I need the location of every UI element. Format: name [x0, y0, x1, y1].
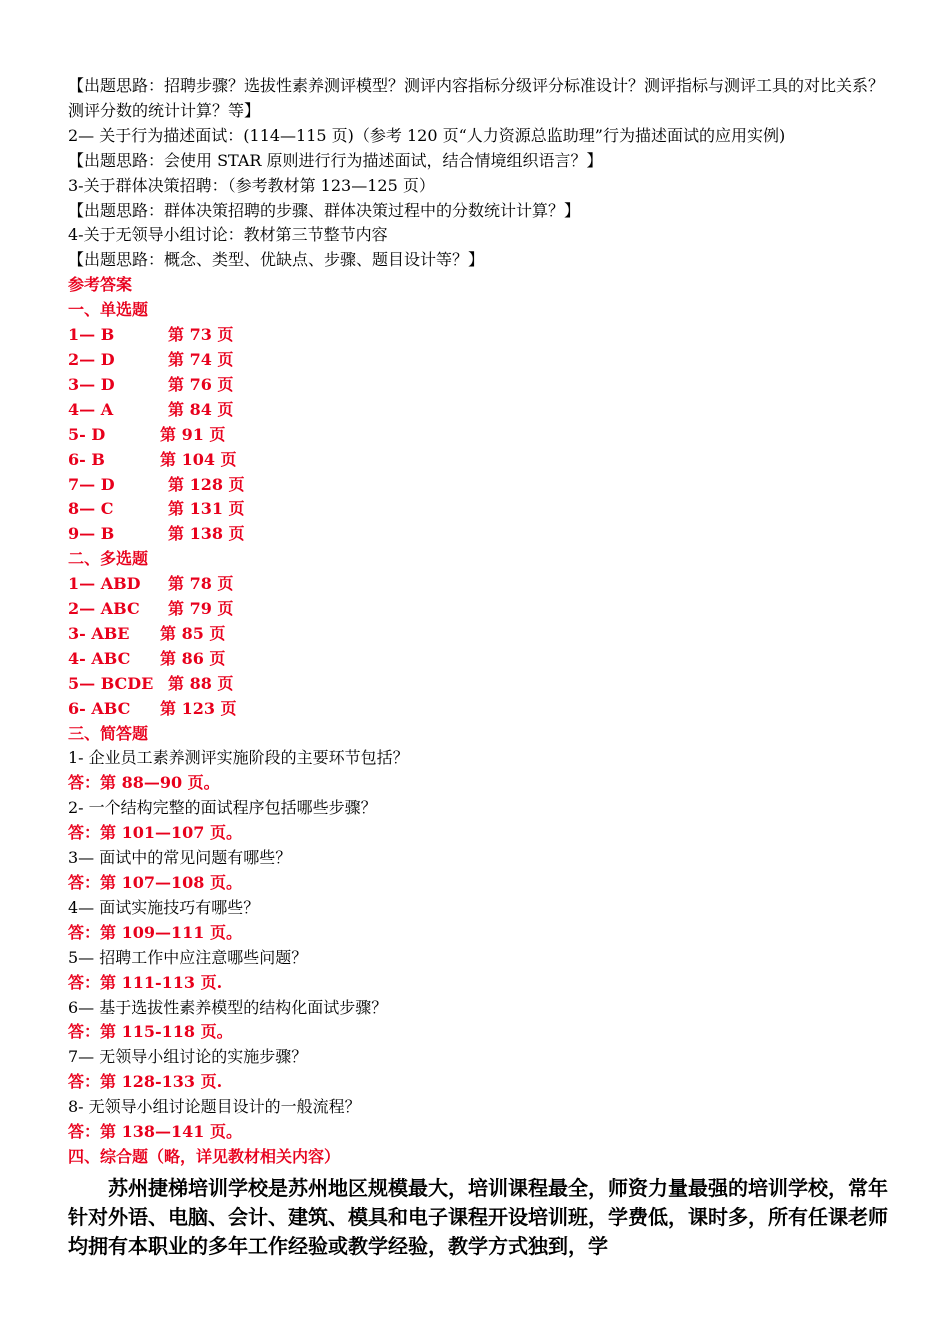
multi-answer: [68, 697, 888, 722]
short-question: 8- 无领导小组讨论题目设计的一般流程？: [68, 1097, 361, 1117]
short-answer: 答：第 115-118 页。: [68, 1022, 233, 1042]
intro-line: 【出题思路：概念、类型、优缺点、步骤、题目设计等？】: [68, 250, 485, 270]
answer-number: 3- ABE: [68, 623, 130, 643]
intro-line: 2— 关于行为描述面试：(114—115 页)（参考 120 页“人力资源总监助理”行为描述面试的应用实例): [68, 125, 786, 145]
answer-number: 5— BCDE: [68, 673, 154, 693]
answer-number: 4- ABC: [68, 648, 131, 668]
answer-number: 3— D: [68, 374, 115, 394]
answer-page: 第 88 页: [168, 673, 234, 693]
single-answer: [68, 448, 888, 473]
answer-number: 5- D: [68, 424, 106, 444]
single-answer: [68, 522, 888, 547]
intro-line: 【出题思路：群体决策招聘的步骤、群体决策过程中的分数统计计算？】: [68, 200, 581, 220]
single-answer: [68, 473, 888, 498]
answer-page: 第 128 页: [168, 474, 245, 494]
single-answer: [68, 398, 888, 423]
short-question: 2- 一个结构完整的面试程序包括哪些步骤？: [68, 798, 377, 818]
answer-page: 第 104 页: [160, 449, 237, 469]
short-question: 5— 招聘工作中应注意哪些问题？: [68, 947, 308, 967]
answer-page: 第 138 页: [168, 524, 245, 544]
single-answer: [68, 323, 888, 348]
document-page: [68, 74, 888, 1261]
multi-answer: [68, 597, 888, 622]
short-answer: 答：第 111-113 页.: [68, 972, 223, 992]
short-answer: 答：第 101—107 页。: [68, 823, 242, 843]
multi-answer: [68, 647, 888, 672]
intro-line: 4-关于无领导小组讨论：教材第三节整节内容: [68, 225, 388, 245]
answer-page: 第 79 页: [168, 599, 234, 619]
short-answer: 答：第 109—111 页。: [68, 922, 242, 942]
intro-line: 3-关于群体决策招聘：（参考教材第 123—125 页）: [68, 175, 435, 195]
short-answer: 答：第 107—108 页。: [68, 873, 242, 892]
answer-number: 7— D: [68, 474, 115, 494]
short-answer: 答：第 138—141 页。: [68, 1122, 242, 1142]
multi-choice-heading: 二、多选题: [68, 549, 149, 569]
multi-answer: [68, 622, 888, 647]
single-answer: [68, 348, 888, 373]
answer-page: 第 74 页: [168, 349, 234, 369]
short-question: 7— 无领导小组讨论的实施步骤？: [68, 1047, 308, 1067]
intro-line: 【出题思路：会使用 STAR 原则进行行为描述面试，结合情境组织语言？】: [68, 150, 603, 170]
answer-page: 第 123 页: [160, 698, 237, 718]
answer-page: 第 76 页: [168, 374, 234, 394]
answer-number: 2— ABC: [68, 599, 140, 619]
comprehensive-heading: 四、综合题（略，详见教材相关内容）: [68, 1146, 341, 1166]
answers-title: 参考答案: [68, 275, 133, 295]
answer-number: 8— C: [68, 499, 114, 519]
answer-page: 第 73 页: [168, 325, 234, 345]
single-answer: [68, 373, 888, 398]
intro-line: 【出题思路：招聘步骤？选拔性素养测评模型？测评内容指标分级评分标准设计？测评指标与测评工具的对比关系？测评分数的统计计算？等】: [68, 76, 885, 120]
answer-page: 第 131 页: [168, 499, 245, 519]
answer-number: 1— ABD: [68, 574, 141, 594]
multi-answer: [68, 572, 888, 597]
single-choice-heading: 一、单选题: [68, 300, 149, 320]
short-answer: 答：第 88—90 页。: [68, 773, 220, 793]
single-answer: [68, 497, 888, 522]
answer-page: 第 91 页: [160, 424, 226, 444]
short-question: 6— 基于选拔性素养模型的结构化面试步骤？: [68, 997, 388, 1017]
answer-number: 9— B: [68, 524, 115, 544]
short-answer: 答：第 128-133 页.: [68, 1072, 223, 1092]
answer-number: 4— A: [68, 399, 114, 419]
answer-number: 1— B: [68, 325, 115, 345]
answer-page: 第 85 页: [160, 623, 226, 643]
short-question: 1- 企业员工素养测评实施阶段的主要环节包括？: [68, 748, 409, 768]
school-promo-paragraph: 苏州捷梯培训学校是苏州地区规模最大，培训课程最全，师资力量最强的培训学校，常年针对外语、电脑、会计、建筑、模具和电子课程开设培训班，学费低，课时多，所有任课老师均拥有本职业的多年工作经验或教学经验，教学方式独到，学: [68, 1175, 888, 1258]
short-question: 3— 面试中的常见问题有哪些？: [68, 848, 292, 868]
answer-page: 第 86 页: [160, 648, 226, 668]
short-answer-heading: 三、简答题: [68, 723, 149, 743]
single-answer: [68, 423, 888, 448]
answer-page: 第 84 页: [168, 399, 234, 419]
answer-number: 6- ABC: [68, 698, 131, 718]
answer-page: 第 78 页: [168, 574, 234, 594]
short-question: 4— 面试实施技巧有哪些？: [68, 897, 260, 917]
answer-number: 6- B: [68, 449, 105, 469]
answer-number: 2— D: [68, 349, 115, 369]
multi-answer: [68, 672, 888, 697]
